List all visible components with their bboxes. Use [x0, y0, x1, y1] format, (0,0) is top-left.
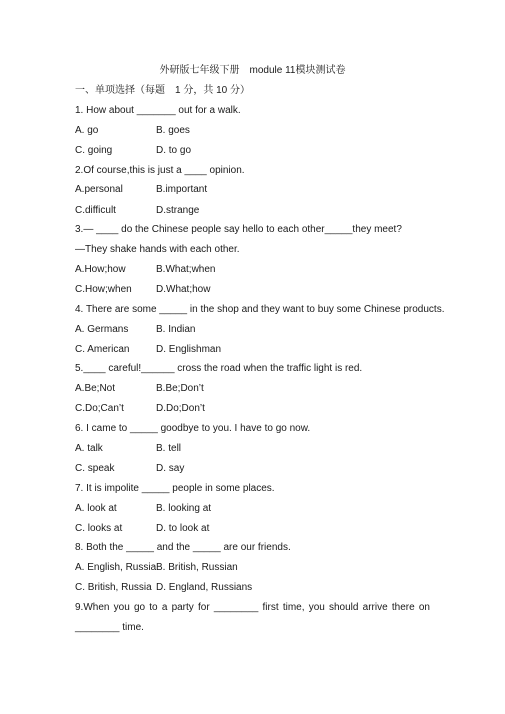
question-4: 4. There are some _____ in the shop and they want to buy some Chinese products. — [75, 304, 445, 315]
question-6: 6. I came to _____ goodbye to you. I have to go now. — [75, 423, 311, 434]
q5-option-c: C.Do;Can’t — [75, 403, 124, 414]
q9-word: you — [113, 602, 130, 613]
q3-option-a: A.How;how — [75, 264, 126, 275]
q9-word: ________ — [213, 602, 259, 613]
question-7: 7. It is impolite _____ people in some places. — [75, 483, 275, 494]
question-2: 2.Of course,this is just a ____ opinion. — [75, 165, 245, 176]
q3-option-c: C.How;when — [75, 284, 132, 295]
q3-option-b: B.What;when — [156, 264, 216, 275]
q1-option-d: D. to go — [156, 145, 192, 156]
q7-option-b: B. looking at — [156, 503, 212, 514]
q4-option-d: D. Englishman — [156, 344, 222, 355]
q9-word: first — [262, 602, 279, 613]
q9-word: you — [308, 602, 325, 613]
q8-option-c: C. British, Russia — [75, 582, 152, 593]
q9-word: to — [149, 602, 158, 613]
q8-option-d: D. England, Russians — [156, 582, 253, 593]
section-heading: 一、单项选择（每题 1 分，共 10 分） — [75, 85, 251, 96]
q6-option-d: D. say — [156, 463, 185, 474]
q7-option-c: C. looks at — [75, 523, 123, 534]
q9-word: time, — [282, 602, 305, 613]
q8-option-b: B. British, Russian — [156, 562, 238, 573]
q4-option-c: C. American — [75, 344, 130, 355]
q9-word: on — [418, 602, 430, 613]
q9-word: go — [133, 602, 146, 613]
q2-option-c: C.difficult — [75, 205, 116, 216]
q8-option-a: A. English, Russia — [75, 562, 157, 573]
q9-word: should — [329, 602, 359, 613]
q2-option-d: D.strange — [156, 205, 200, 216]
q4-option-b: B. Indian — [156, 324, 196, 335]
q9-word: for — [197, 602, 210, 613]
question-3-response: —They shake hands with each other. — [75, 244, 240, 255]
q6-option-a: A. talk — [75, 443, 103, 454]
q6-option-c: C. speak — [75, 463, 115, 474]
q7-option-a: A. look at — [75, 503, 117, 514]
q5-option-b: B.Be;Don’t — [156, 383, 204, 394]
q3-option-d: D.What;how — [156, 284, 211, 295]
question-9-continuation: ________ time. — [75, 622, 144, 633]
q5-option-a: A.Be;Not — [75, 383, 116, 394]
q7-option-d: D. to look at — [156, 523, 210, 534]
q5-option-d: D.Do;Don’t — [156, 403, 205, 414]
q9-word: arrive — [362, 602, 388, 613]
q9-word: 9.When — [75, 602, 110, 613]
q1-option-c: C. going — [75, 145, 113, 156]
q2-option-b: B.important — [156, 184, 208, 195]
q9-word: party — [171, 602, 194, 613]
question-9 — [75, 601, 430, 615]
question-1: 1. How about _______ out for a walk. — [75, 105, 241, 116]
question-5: 5.____ careful!______ cross the road when the traffic light is red. — [75, 363, 363, 374]
q1-option-a: A. go — [75, 125, 99, 136]
question-8: 8. Both the _____ and the _____ are our friends. — [75, 542, 291, 553]
q9-word: there — [391, 602, 415, 613]
q9-word: a — [161, 602, 168, 613]
q4-option-a: A. Germans — [75, 324, 129, 335]
q6-option-b: B. tell — [156, 443, 182, 454]
question-3: 3.— ____ do the Chinese people say hello to each other_____they meet? — [75, 224, 402, 235]
q2-option-a: A.personal — [75, 184, 123, 195]
q1-option-b: B. goes — [156, 125, 190, 136]
document-title: 外研版七年级下册 module 11模块测试卷 — [159, 65, 346, 76]
